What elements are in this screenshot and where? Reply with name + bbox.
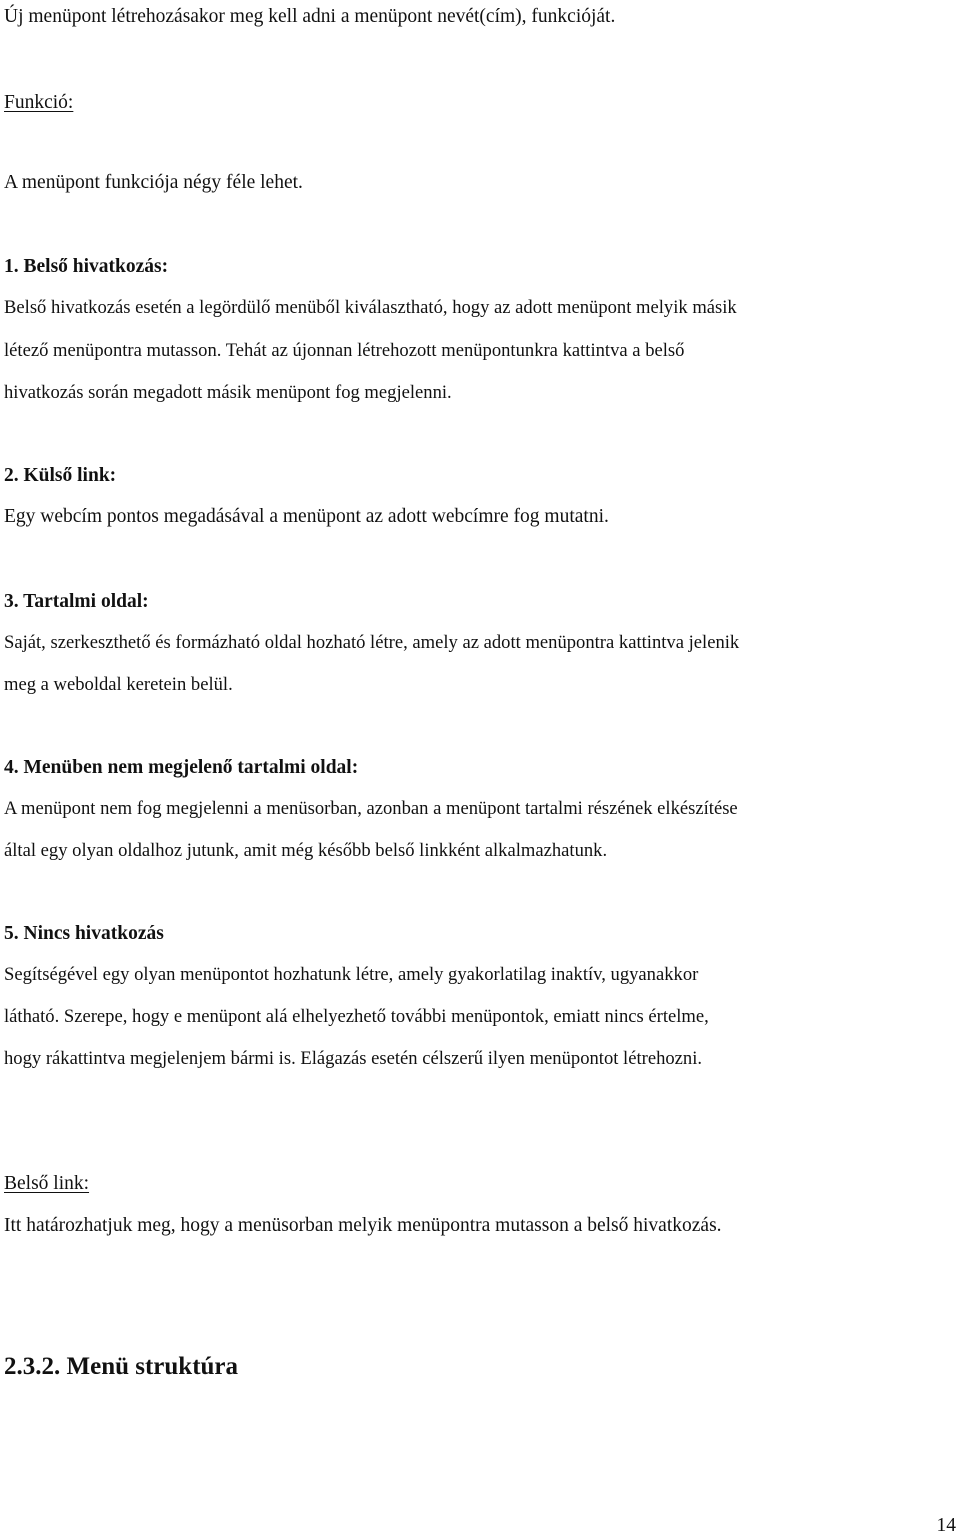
function-heading: Funkció: — [4, 92, 74, 113]
item-3-line-1: Saját, szerkeszthető és formázható oldal hozható létre, amely az adott menüpontra kattintva jelenik — [4, 632, 740, 653]
item-3-line-2: meg a weboldal keretein belül. — [4, 674, 233, 695]
section-heading: 2.3.2. Menü struktúra — [4, 1353, 239, 1380]
item-1-line-2: létező menüpontra mutasson. Tehát az újonnan létrehozott menüpontunkra kattintva a belső — [4, 340, 685, 361]
intro-text: Új menüpont létrehozásakor meg kell adni a menüpont nevét(cím), funkcióját. — [4, 6, 616, 27]
item-1-heading: 1. Belső hivatkozás: — [4, 256, 169, 277]
item-1-line-1: Belső hivatkozás esetén a legördülő menüből kiválasztható, hogy az adott menüpont melyik másik — [4, 297, 737, 318]
item-5-line-3: hogy rákattintva megjelenjem bármi is. Elágazás esetén célszerű ilyen menüpontot létrehozni. — [4, 1048, 703, 1069]
item-3-heading: 3. Tartalmi oldal: — [4, 591, 149, 612]
item-2-heading: 2. Külső link: — [4, 465, 117, 486]
item-4-line-2: által egy olyan oldalhoz jutunk, amit még később belső linkként alkalmazhatunk. — [4, 840, 608, 861]
page-number: 14 — [936, 1515, 956, 1536]
item-5-line-1: Segítségével egy olyan menüpontot hozhatunk létre, amely gyakorlatilag inaktív, ugyanakkor — [4, 964, 699, 985]
internal-link-text: Itt határozhatjuk meg, hogy a menüsorban melyik menüpontra mutasson a belső hivatkozás. — [4, 1215, 722, 1236]
item-1-line-3: hivatkozás során megadott másik menüpont fog megjelenni. — [4, 382, 452, 403]
item-5-line-2: látható. Szerepe, hogy e menüpont alá elhelyezhető további menüpontok, emiatt nincs értelme, — [4, 1006, 709, 1027]
internal-link-heading: Belső link: — [4, 1173, 90, 1194]
item-5-heading: 5. Nincs hivatkozás — [4, 923, 164, 944]
item-2-line-1: Egy webcím pontos megadásával a menüpont az adott webcímre fog mutatni. — [4, 506, 609, 527]
function-intro-text: A menüpont funkciója négy féle lehet. — [4, 172, 303, 193]
item-4-heading: 4. Menüben nem megjelenő tartalmi oldal: — [4, 757, 359, 778]
item-4-line-1: A menüpont nem fog megjelenni a menüsorban, azonban a menüpont tartalmi részének elkészítése — [4, 798, 738, 819]
